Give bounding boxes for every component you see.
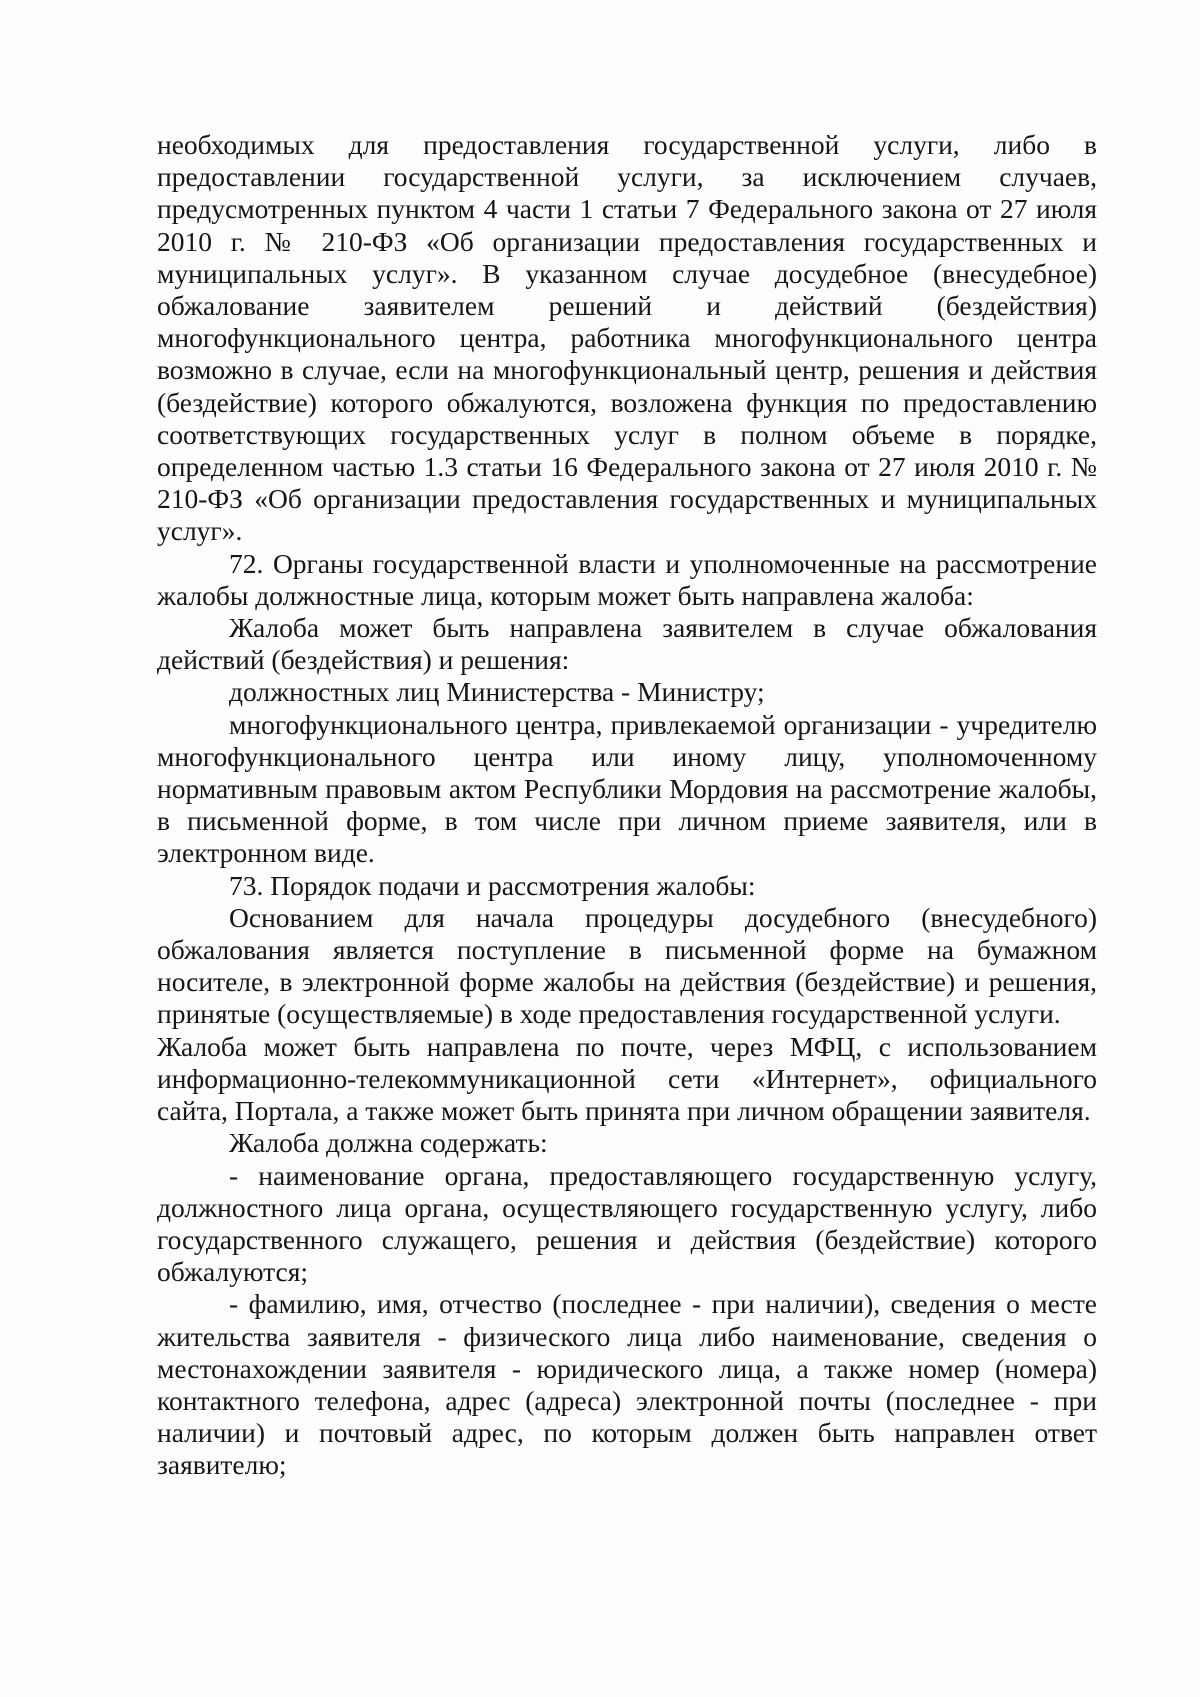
list-item-applicant-details: - фамилию, имя, отчество (последнее - при наличии), сведения о месте жительства заявителя - физического лица либо наименование, сведения о местонахождении заявителя - юридического лица, а также номер (номера) контактного телефона, адрес (адреса) электронной почты (последнее - при наличии) и почтовый адрес, по которым должен быть направлен ответ заявителю;	[157, 1288, 1097, 1481]
document-body	[157, 129, 1097, 1482]
paragraph-73: 73. Порядок подачи и рассмотрения жалобы:	[229, 869, 756, 901]
paragraph-grounds: Основанием для начала процедуры досудебного (внесудебного) обжалования является поступление в письменной форме на бумажном носителе, в электронной форме жалобы на действия (бездействие) и решения, принятые (осуществляемые) в ходе предоставления государственной услуги.	[157, 901, 1097, 1030]
paragraph-submission-channels: Жалоба может быть направлена по почте, через МФЦ, с использованием информационно-телекоммуникационной сети «Интернет», официального сайта, Портала, а также может быть принята при личном обращении заявителя.	[157, 1030, 1097, 1127]
paragraph-complaint-direction: Жалоба может быть направлена заявителем в случае обжалования действий (бездействия) и решения:	[157, 612, 1097, 676]
list-item-authority-name: - наименование органа, предоставляющего государственную услугу, должностного лица органа, осуществляющего государственную услугу, либо государственного служащего, решения и действия (бездействие) которого обжалуются;	[157, 1159, 1097, 1288]
paragraph-complaint-contents: Жалоба должна содержать:	[229, 1127, 548, 1159]
paragraph-ministry-officials: должностных лиц Министерства - Министру;	[229, 676, 765, 708]
paragraph-72: 72. Органы государственной власти и уполномоченные на рассмотрение жалобы должностные лица, которым может быть направлена жалоба:	[157, 547, 1097, 611]
paragraph-continuation: необходимых для предоставления государственной услуги, либо в предоставлении государственной услуги, за исключением случаев, предусмотренных пунктом 4 части 1 статьи 7 Федерального закона от 27 июля 2010 г. № 210-ФЗ «Об организации предоставления государственных и муниципальных услуг». В указанном случае досудебное (внесудебное) обжалование заявителем решений и действий (бездействия) многофункционального центра, работника многофункционального центра возможно в случае, если на многофункциональный центр, решения и действия (бездействие) которого обжалуются, возложена функция по предоставлению соответствующих государственных услуг в полном объеме в порядке, определенном частью 1.3 статьи 16 Федерального закона от 27 июля 2010 г. № 210-ФЗ «Об организации предоставления государственных и муниципальных услуг».	[157, 129, 1097, 547]
paragraph-mfc: многофункционального центра, привлекаемой организации - учредителю многофункционального центра или иному лицу, уполномоченному нормативным правовым актом Республики Мордовия на рассмотрение жалобы, в письменной форме, в том числе при личном приеме заявителя, или в электронном виде.	[157, 708, 1097, 869]
